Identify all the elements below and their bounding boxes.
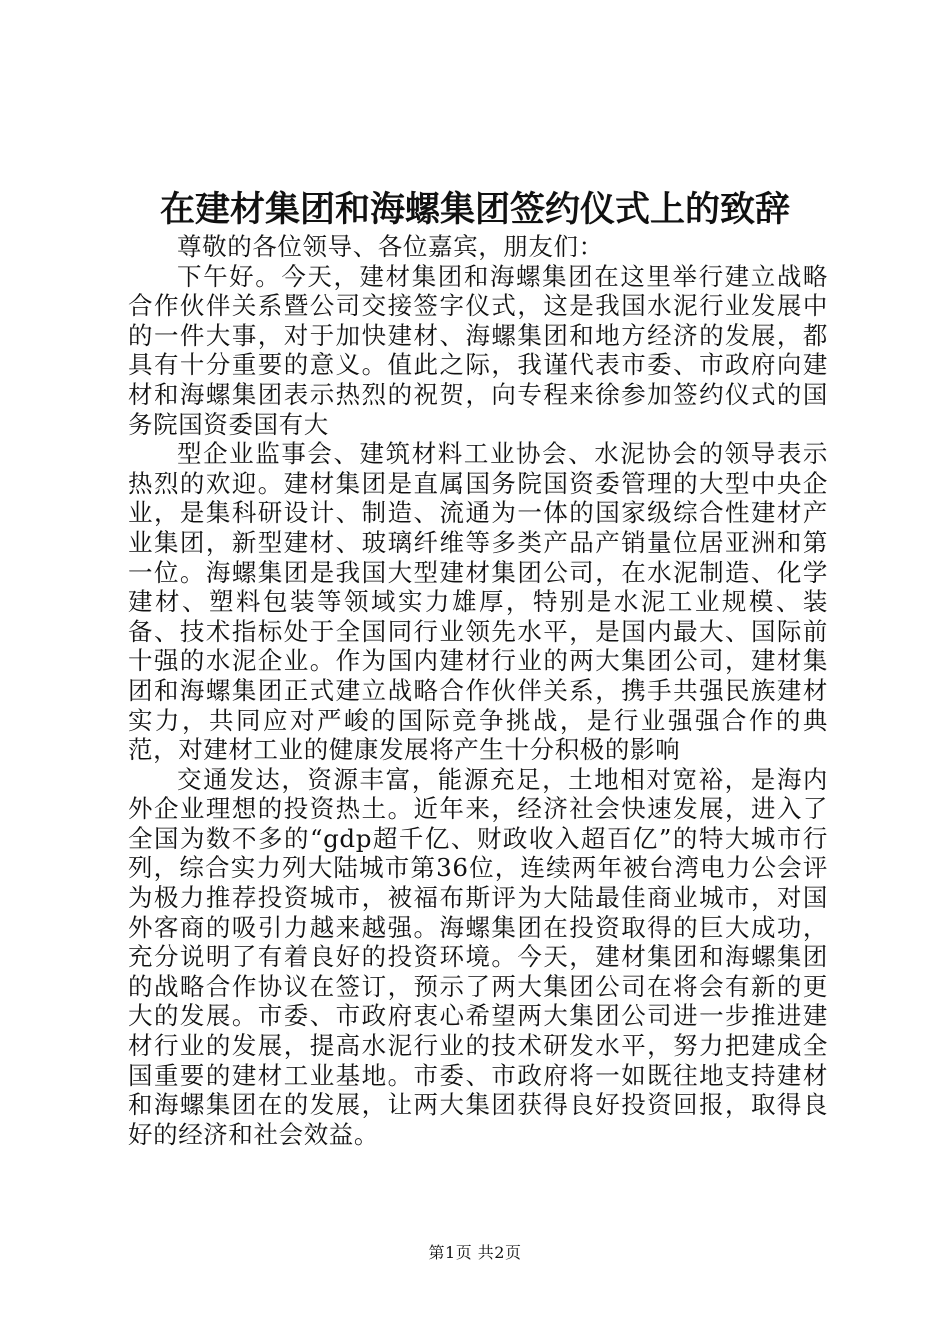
document-body <box>128 232 828 1149</box>
body-paragraph: 型企业监事会、建筑材料工业协会、水泥协会的领导表示热烈的欢迎。建材集团是直属国务院国资委管理的大型中央企业，是集科研设计、制造、流通为一体的国家级综合性建材产业集团，新型建材、玻璃纤维等多类产品产销量位居亚洲和第一位。海螺集团是我国大型建材集团公司，在水泥制造、化学建材、塑料包装等领域实力雄厚，特别是水泥工业规模、装备、技术指标处于全国同行业领先水平，是国内最大、国际前十强的水泥企业。作为国内建材行业的两大集团公司，建材集团和海螺集团正式建立战略合作伙伴关系，携手共强民族建材实力，共同应对严峻的国际竞争挑战，是行业强强合作的典范，对建材工业的健康发展将产生十分积极的影响 <box>128 439 828 765</box>
body-paragraph: 下午好。今天，建材集团和海螺集团在这里举行建立战略合作伙伴关系暨公司交接签字仪式，这是我国水泥行业发展中的一件大事，对于加快建材、海螺集团和地方经济的发展，都具有十分重要的意义。值此之际，我谨代表市委、市政府向建材和海螺集团表示热烈的祝贺，向专程来徐参加签约仪式的国务院国资委国有大 <box>128 261 828 439</box>
page-number-footer: 第1页 共2页 <box>428 1243 522 1262</box>
salutation-paragraph: 尊敬的各位领导、各位嘉宾，朋友们： <box>177 232 604 261</box>
body-paragraph: 交通发达，资源丰富，能源充足，土地相对宽裕，是海内外企业理想的投资热土。近年来，经济社会快速发展，进入了全国为数不多的“gdp超千亿、财政收入超百亿”的特大城市行列，综合实力列大陆城市第36位，连续两年被台湾电力公会评为极力推荐投资城市，被福布斯评为大陆最佳商业城市，对国外客商的吸引力越来越强。海螺集团在投资取得的巨大成功，充分说明了有着良好的投资环境。今天，建材集团和海螺集团的战略合作协议在签订，预示了两大集团公司在将会有新的更大的发展。市委、市政府衷心希望两大集团公司进一步推进建材行业的发展，提高水泥行业的技术研发水平，努力把建成全国重要的建材工业基地。市委、市政府将一如既往地支持建材和海螺集团在的发展，让两大集团获得良好投资回报，取得良好的经济和社会效益。 <box>128 764 828 1149</box>
document-title: 在建材集团和海螺集团签约仪式上的致辞 <box>159 189 790 230</box>
